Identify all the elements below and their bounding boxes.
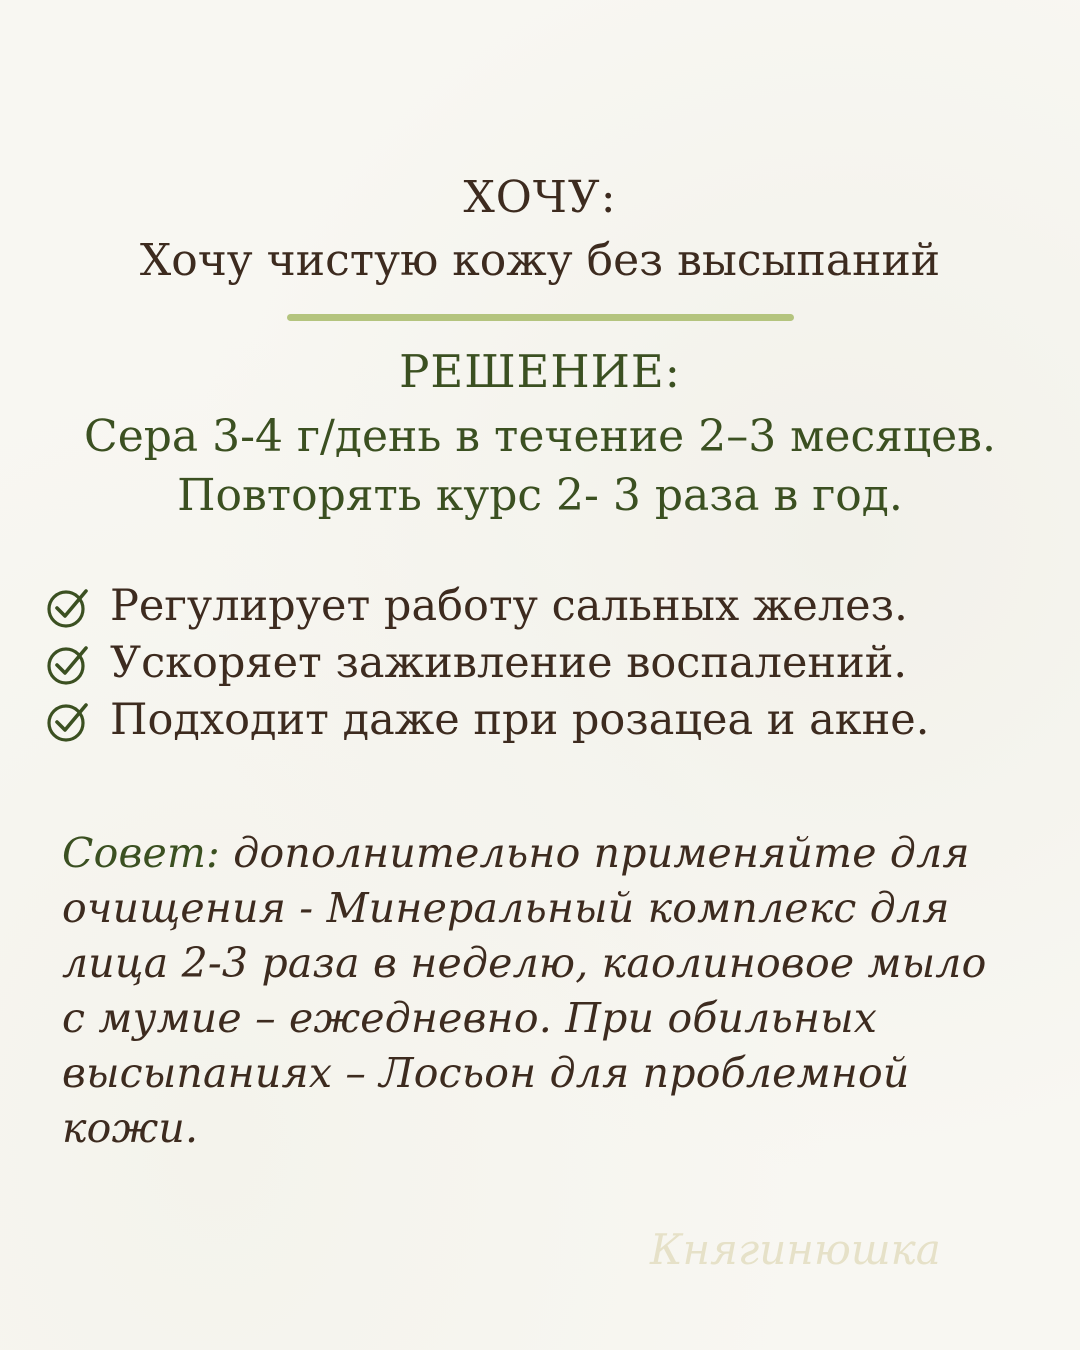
tip-line: лица 2-3 раза в неделю, каолиновое мыло: [62, 939, 987, 987]
tip-line-text: дополнительно применяйте для: [220, 829, 970, 877]
benefit-item: [44, 578, 1054, 635]
benefit-item: [44, 692, 1054, 749]
check-circle-icon: [44, 640, 92, 688]
check-circle-icon: [44, 697, 92, 745]
want-text: Хочу чистую кожу без высыпаний: [139, 235, 941, 286]
tip-line: кожи.: [62, 1104, 199, 1152]
tip-label: Совет:: [62, 829, 221, 877]
benefit-text: Ускоряет заживление воспалений.: [110, 638, 908, 688]
solution-dosage: Сера 3-4 г/день в течение 2–3 месяцев.: [84, 411, 996, 462]
benefit-text: Регулирует работу сальных желез.: [110, 581, 908, 631]
check-circle-icon: [44, 583, 92, 631]
benefits-list: [44, 578, 1054, 749]
solution-repeat: Повторять курс 2- 3 раза в год.: [177, 470, 903, 521]
brand-watermark: Княгинюшка: [650, 1225, 941, 1274]
tip-line: с мумие – ежедневно. При обильных: [62, 994, 878, 1042]
benefit-text: Подходит даже при розацеа и акне.: [110, 695, 930, 745]
want-heading: ХОЧУ:: [463, 172, 617, 223]
tip-line: очищения - Минеральный комплекс для: [62, 884, 950, 932]
section-divider: [287, 314, 794, 321]
tip-line: высыпаниях – Лосьон для проблемной: [62, 1049, 910, 1097]
solution-heading: РЕШЕНИЕ:: [399, 345, 681, 398]
tip-line: [62, 826, 1022, 881]
tip-paragraph: [62, 826, 1022, 1156]
benefit-item: [44, 635, 1054, 692]
